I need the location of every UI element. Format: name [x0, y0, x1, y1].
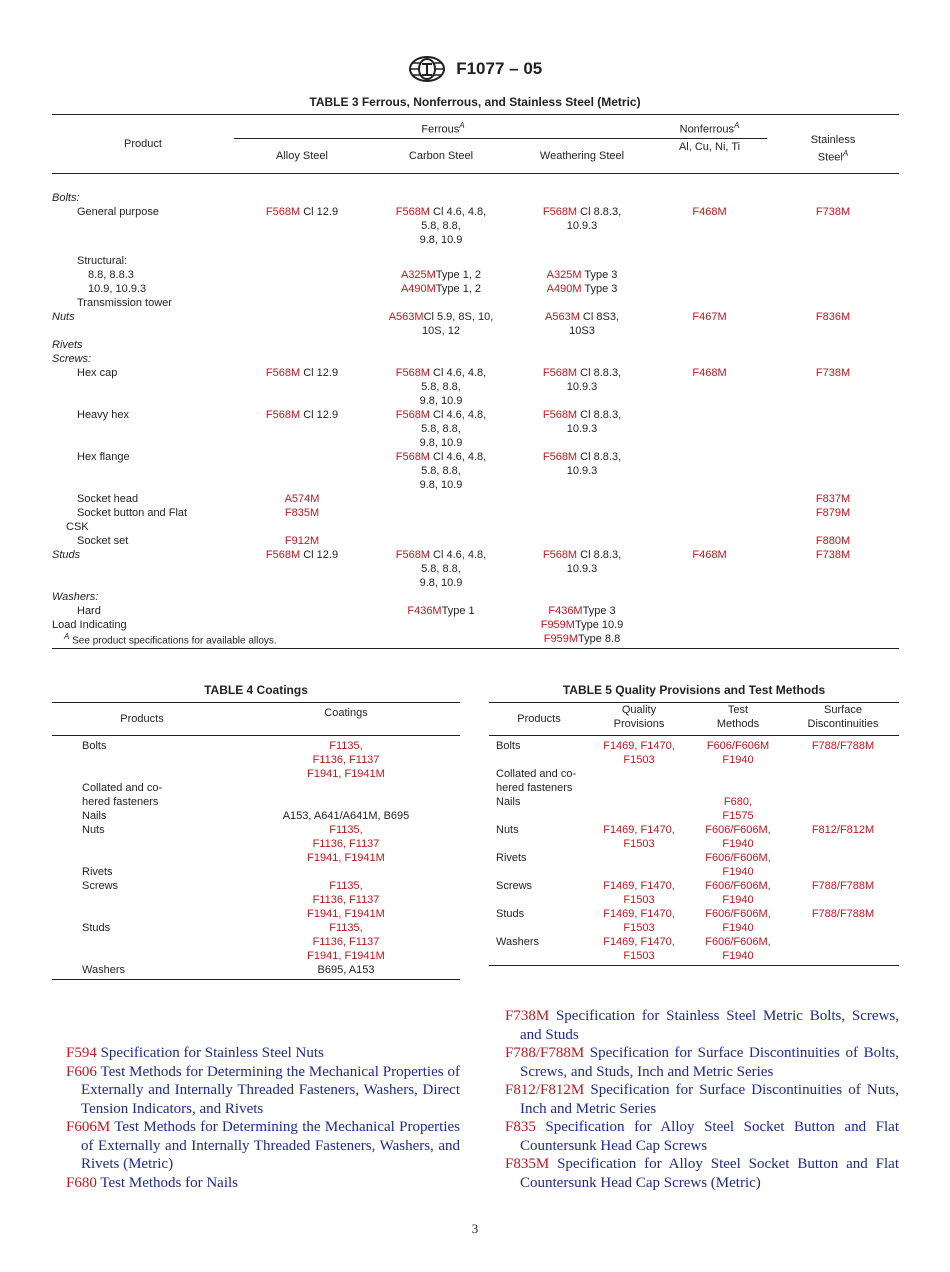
table5-title: TABLE 5 Quality Provisions and Test Methods	[562, 683, 826, 697]
table-row: Studs F1469, F1470, F1503 F606/F606M, F1940 F788/F788M	[496, 908, 875, 934]
table-row: CSK	[66, 520, 89, 533]
t5-col-quality: Quality Provisions	[589, 703, 689, 736]
reference-link[interactable]: F835	[505, 1119, 536, 1135]
table-row: Washers F1469, F1470, F1503 F606/F606M, F1940	[489, 935, 899, 966]
table-row: Collated and co- hered fasteners	[496, 768, 577, 794]
reference-link[interactable]: F606M	[66, 1119, 111, 1135]
table-row: Screws F1135, F1136, F1137 F1941, F1941M	[82, 880, 385, 920]
references-left	[66, 1044, 460, 1192]
table-row: Collated and co- hered fasteners	[82, 782, 163, 808]
reference-item: F835M Specification for Alloy Steel Socket Button and Flat Countersunk Head Cap Screws (Metric)	[505, 1156, 899, 1191]
table-row: Washers B695, A153	[52, 963, 460, 980]
table3-title: TABLE 3 Ferrous, Nonferrous, and Stainless Steel (Metric)	[309, 95, 641, 109]
col-product: Product	[52, 115, 234, 174]
table-row: Nuts F1469, F1470, F1503 F606/F606M, F1940 F812/F812M	[496, 824, 875, 850]
table-row: Nails F680, F1575	[496, 796, 754, 822]
table-row: Studs F568M Cl 12.9 F568M Cl 4.6, 4.8, 5.8, 8.8, 9.8, 10.9 F568M Cl 8.8.3, 10.9.3 F468M F738M	[52, 548, 851, 589]
reference-link[interactable]: F788/F788M	[505, 1045, 585, 1061]
table-row: Socket set F912M F880M	[77, 534, 851, 547]
col-carbon: Carbon Steel	[370, 138, 512, 173]
col-nonferrous: Nonferrous$^A$	[652, 115, 767, 139]
reference-link[interactable]: F606	[66, 1063, 97, 1080]
reference-link[interactable]: F594	[66, 1045, 97, 1061]
reference-item: F835 Specification for Alloy Steel Socket Button and Flat Countersunk Head Cap Screws	[505, 1119, 899, 1154]
table-row: Socket button and Flat F835M F879M	[77, 506, 851, 519]
col-stainless: Stainless Steel$^A$	[767, 115, 899, 174]
table-row: Washers:	[52, 590, 99, 603]
table-row: Rivets	[82, 866, 113, 878]
col-ferrous: Ferrous$^A$	[234, 115, 652, 139]
t5-col-products: Products	[489, 703, 589, 736]
t5-col-surface: Surface Discontinuities	[787, 703, 899, 736]
table-row: Socket head A574M F837M	[77, 492, 851, 505]
reference-item: F738M Specification for Stainless Steel Metric Bolts, Screws, and Studs	[505, 1008, 899, 1043]
col-weathering: Weathering Steel	[512, 138, 652, 173]
t4-col-coatings: Coatings	[232, 703, 460, 736]
table-row: Nuts F1135, F1136, F1137 F1941, F1941M	[82, 824, 385, 864]
page-number: 3	[471, 1221, 479, 1236]
table-row: Screws F1469, F1470, F1503 F606/F606M, F1940 F788/F788M	[496, 880, 875, 906]
table-row: General purpose F568M Cl 12.9 F568M Cl 4.6, 4.8, 5.8, 8.8, 9.8, 10.9 F568M Cl 8.8.3, 10.9.3 F468M F738M	[77, 205, 851, 246]
table4-title: TABLE 4 Coatings	[204, 683, 308, 697]
table-row: 10.9, 10.9.3 A490MType 1, 2 A490M Type 3	[88, 282, 618, 295]
t4-col-products: Products	[52, 703, 232, 736]
page-header	[0, 55, 950, 83]
table-row: Rivets F606/F606M, F1940	[496, 852, 771, 878]
table-row: Load Indicating F959MType 10.9 F959MType 8.8	[52, 618, 899, 649]
reference-item: F788/F788M Specification for Surface Discontinuities of Bolts, Screws, and Studs, Inch and Metric Series	[505, 1045, 899, 1080]
table-row: Rivets	[52, 338, 83, 351]
reference-item: F680 Test Methods for Nails	[66, 1174, 239, 1191]
reference-link[interactable]: F680	[66, 1174, 97, 1191]
col-nonferrous-sub: Al, Cu, Ni, Ti	[652, 138, 767, 173]
reference-item: F606M Test Methods for Determining the Mechanical Properties of Externally and Internally Threaded Fasteners, Washers, and Rivets (Metric)	[66, 1119, 460, 1172]
t5-col-test: Test Methods	[689, 703, 787, 736]
reference-link[interactable]: F738M	[505, 1008, 550, 1024]
table-row: Structural:	[77, 254, 128, 267]
table-row: Heavy hex F568M Cl 12.9 F568M Cl 4.6, 4.8, 5.8, 8.8, 9.8, 10.9 F568M Cl 8.8.3, 10.9.3	[77, 408, 622, 449]
document-id: F1077 – 05	[456, 59, 543, 78]
astm-logo-icon	[408, 55, 446, 83]
table-row: Bolts F1135, F1136, F1137 F1941, F1941M	[82, 740, 385, 780]
table-row: Hard F436MType 1 F436MType 3	[77, 604, 616, 617]
reference-link[interactable]: F812/F812M	[505, 1082, 585, 1098]
table-row: Bolts F1469, F1470, F1503 F606/F606M F1940 F788/F788M	[496, 740, 875, 766]
reference-link[interactable]: F835M	[505, 1156, 550, 1172]
table-row: 8.8, 8.8.3 A325MType 1, 2 A325M Type 3	[88, 268, 618, 281]
table-row: Screws:	[52, 352, 92, 365]
table-row: Bolts:	[52, 191, 80, 204]
reference-item: F606 Test Methods for Determining the Mechanical Properties of Externally and Internally Threaded Fasteners, Washers, Direct Tension Indicators, and Rivets	[66, 1063, 460, 1117]
col-alloy: Alloy Steel	[234, 138, 370, 173]
reference-item: F812/F812M Specification for Surface Discontinuities of Nuts, Inch and Metric Series	[505, 1082, 899, 1117]
table-row: Transmission tower	[77, 296, 172, 309]
table-row: Studs F1135, F1136, F1137 F1941, F1941M	[82, 922, 385, 962]
table3-footnote: $^A$ See product specifications for available alloys.	[64, 632, 277, 647]
table-row: Hex flange F568M Cl 4.6, 4.8, 5.8, 8.8, 9.8, 10.9 F568M Cl 8.8.3, 10.9.3	[77, 450, 622, 491]
table5	[489, 702, 899, 966]
table-row: Nails A153, A641/A641M, B695	[82, 810, 410, 822]
table-row: Nuts A563MCl 5.9, 8S, 10, 10S, 12 A563M Cl 8S3, 10S3 F467M F836M	[52, 310, 851, 337]
table-row: Hex cap F568M Cl 12.9 F568M Cl 4.6, 4.8, 5.8, 8.8, 9.8, 10.9 F568M Cl 8.8.3, 10.9.3 F468M F738M	[77, 366, 851, 407]
table3	[52, 114, 899, 649]
references-right	[505, 1007, 899, 1192]
reference-item: F594 Specification for Stainless Steel Nuts	[66, 1045, 324, 1061]
table4	[52, 702, 460, 980]
